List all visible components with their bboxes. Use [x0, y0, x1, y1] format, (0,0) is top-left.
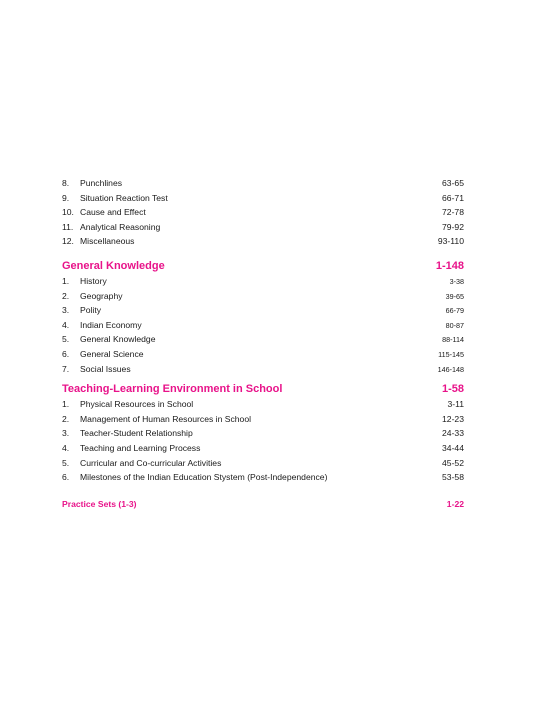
practice-sets-pages: 1-22 [446, 498, 464, 509]
entry-number: 2. [62, 290, 70, 301]
section-pages: 1-148 [435, 259, 464, 272]
entry-pages: 45-52 [442, 457, 464, 468]
section-title: Teaching-Learning Environment in School [62, 383, 283, 396]
entry-title: Polity [80, 305, 102, 316]
entry-number: 4. [62, 442, 70, 453]
entry-title: Management of Human Resources in School [80, 413, 252, 424]
entry-title: Social Issues [80, 363, 131, 374]
toc-entry [62, 347, 464, 362]
toc-entry [62, 176, 464, 191]
entry-number: 9. [62, 192, 70, 203]
entry-title: Physical Resources in School [80, 399, 194, 410]
entry-number: 3. [62, 428, 70, 439]
entry-number: 5. [62, 457, 70, 468]
entry-number: 1. [62, 275, 70, 286]
practice-sets-label: Practice Sets (1-3) [62, 498, 137, 509]
entry-pages: 39-65 [445, 291, 464, 301]
toc-entry [62, 220, 464, 235]
entry-number: 10. [62, 207, 74, 218]
entry-pages: 93-110 [437, 236, 464, 247]
section-pages: 1-58 [441, 383, 464, 396]
entry-title: Analytical Reasoning [80, 221, 161, 232]
toc-entry [62, 426, 464, 441]
entry-pages: 72-78 [442, 207, 464, 218]
entry-title: Milestones of the Indian Education Stystem (Post-Independence) [80, 472, 328, 483]
entry-number: 12. [62, 236, 74, 247]
toc-entry [62, 332, 464, 347]
entry-pages: 80-87 [445, 320, 464, 330]
entry-number: 1. [62, 399, 70, 410]
toc-entry [62, 362, 464, 377]
entry-pages: 66-71 [442, 192, 464, 203]
toc-entry [62, 234, 464, 249]
toc-entry [62, 318, 464, 333]
entry-number: 4. [62, 319, 70, 330]
entry-title: History [80, 275, 107, 286]
entry-number: 7. [62, 363, 70, 374]
entry-title: Indian Economy [80, 319, 142, 330]
toc-entry [62, 456, 464, 471]
toc-entry [62, 289, 464, 304]
entry-title: Geography [80, 290, 123, 301]
entry-pages: 24-33 [442, 428, 464, 439]
entry-number: 8. [62, 178, 70, 188]
toc-entry [62, 303, 464, 318]
entry-pages: 12-23 [442, 413, 464, 424]
toc-entry [62, 412, 464, 427]
section-heading-teaching-learning [62, 381, 464, 397]
entry-pages: 34-44 [442, 442, 464, 453]
entry-title: Situation Reaction Test [80, 192, 168, 203]
entry-number: 5. [62, 334, 70, 345]
entry-title: General Knowledge [80, 334, 156, 345]
entry-pages: 63-65 [442, 178, 464, 188]
entry-number: 3. [62, 305, 70, 316]
practice-sets-entry [62, 497, 464, 511]
entry-title: Curricular and Co-curricular Activities [80, 457, 222, 468]
toc-entry [62, 441, 464, 456]
toc-entry [62, 470, 464, 485]
toc-entry [62, 274, 464, 289]
section-heading-general-knowledge [62, 258, 464, 274]
toc-entry [62, 397, 464, 412]
section-title: General Knowledge [62, 259, 165, 272]
entry-pages: 3-11 [447, 399, 464, 410]
entry-title: Cause and Effect [80, 207, 146, 218]
toc-entry [62, 191, 464, 206]
entry-title: Teacher-Student Relationship [80, 428, 193, 439]
entry-number: 6. [62, 348, 70, 359]
entry-pages: 53-58 [442, 472, 464, 483]
entry-pages: 66-79 [445, 306, 464, 316]
entry-pages: 146-148 [437, 364, 464, 374]
entry-pages: 88-114 [442, 335, 464, 345]
entry-number: 6. [62, 472, 70, 483]
entry-number: 11. [62, 221, 74, 232]
entry-title: General Science [80, 348, 144, 359]
entry-pages: 3-38 [449, 276, 464, 286]
table-of-contents [62, 176, 464, 511]
entry-title: Punchlines [80, 178, 123, 188]
entry-pages: 79-92 [442, 221, 464, 232]
entry-title: Teaching and Learning Process [80, 442, 201, 453]
entry-title: Miscellaneous [80, 236, 135, 247]
entry-pages: 115-145 [438, 349, 464, 359]
entry-number: 2. [62, 413, 70, 424]
toc-entry [62, 205, 464, 220]
